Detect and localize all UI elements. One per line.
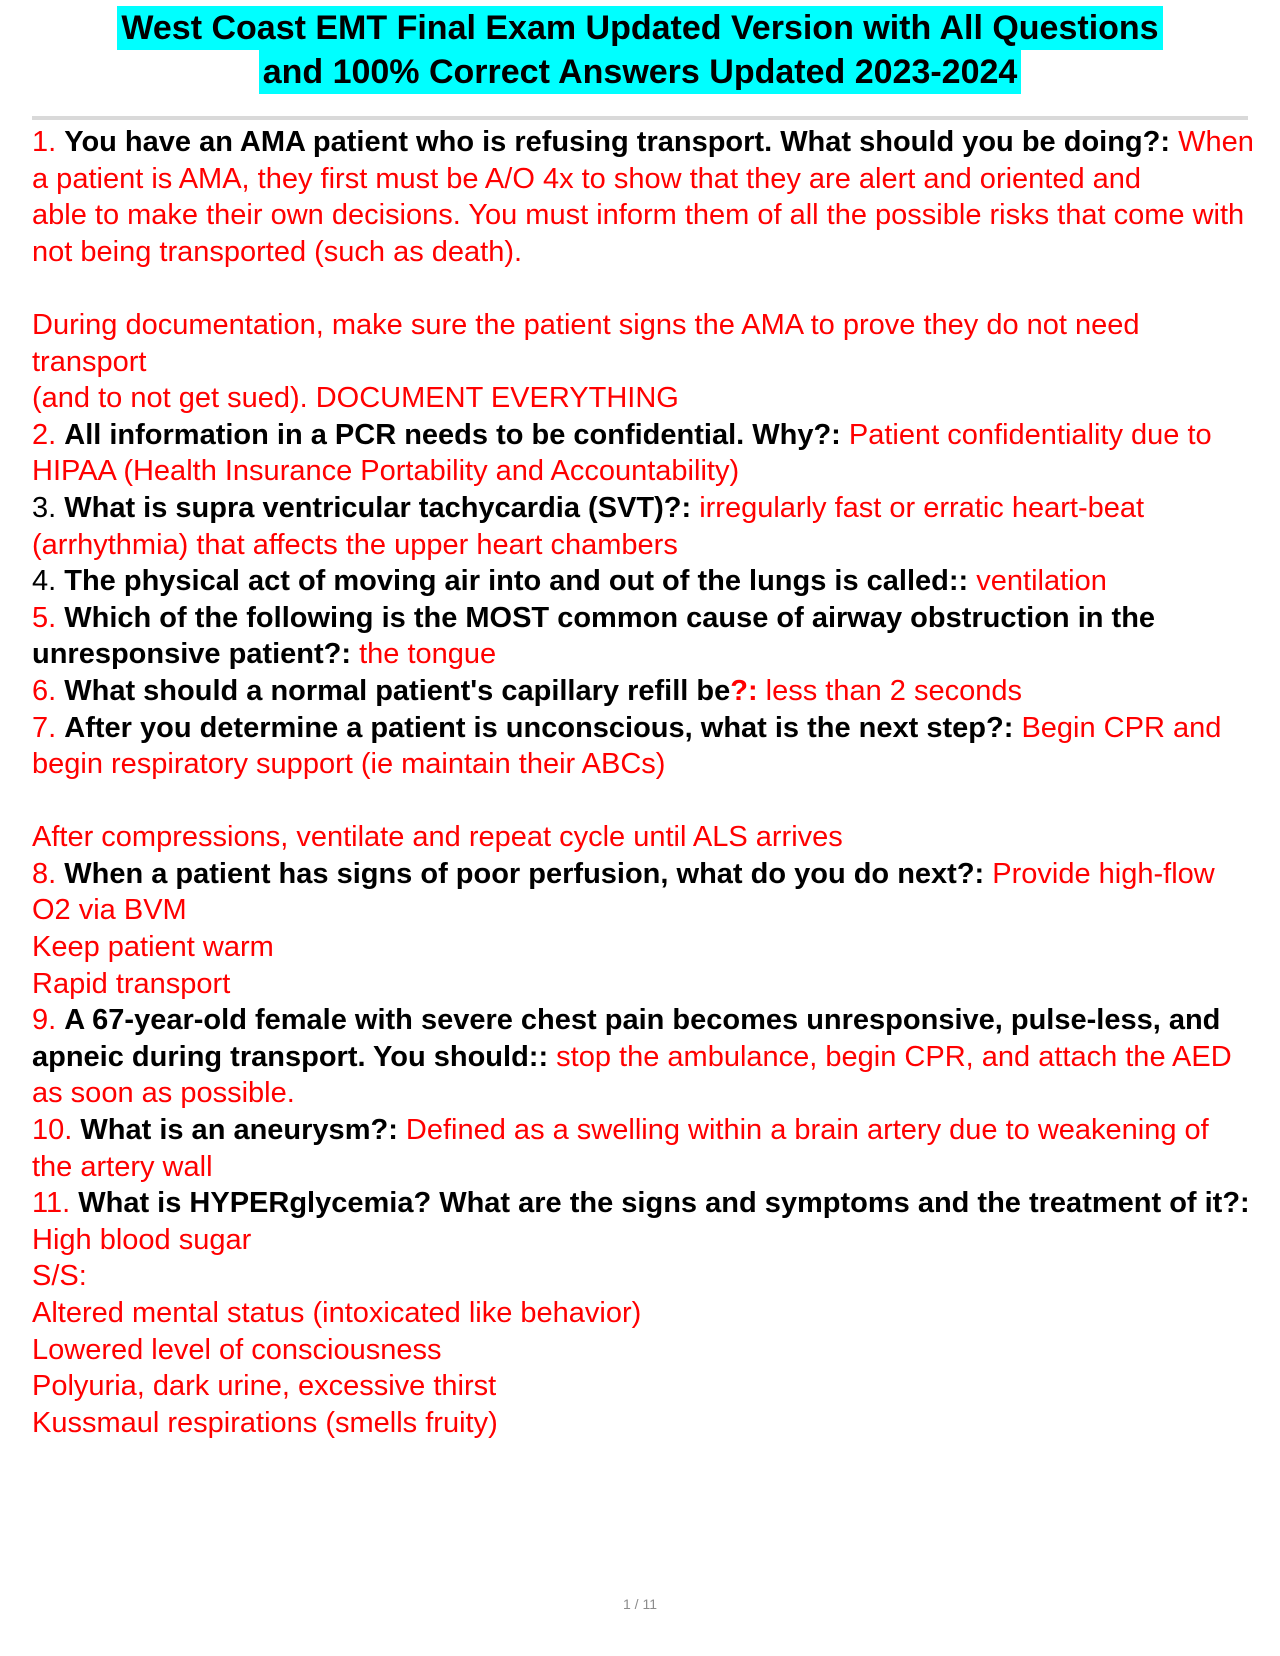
- title-line-1: West Coast EMT Final Exam Updated Version with All Questions: [117, 6, 1162, 50]
- title-divider: [32, 116, 1248, 120]
- page-indicator: 1 / 11: [623, 1596, 657, 1612]
- entry-question-text: What should a normal patient's capillary refill be: [64, 674, 731, 707]
- qa-entry-3: [32, 490, 1254, 563]
- entry-answer: Begin CPR and begin respiratory support (ie maintain their ABCs): [32, 711, 1222, 781]
- entry-question: What is an aneurysm?:: [80, 1114, 398, 1147]
- entry-number: 1.: [32, 126, 57, 158]
- entry-question: Which of the following is the MOST common cause of airway obstruction in the unresponsive patient?:: [32, 601, 1156, 671]
- qa-entry-9: [32, 1002, 1254, 1112]
- entry-question: The physical act of moving air into and out of the lungs is called::: [64, 565, 969, 598]
- entry-number: 6.: [32, 674, 57, 707]
- qa-entry-10: [32, 1112, 1254, 1185]
- entry-answer: Defined as a swelling within a brain artery due to weakening of the artery wall: [32, 1114, 1209, 1183]
- entry-question: A 67-year-old female with severe chest pain becomes unresponsive, pulse-less, and apneic during transport. You should::: [32, 1004, 1221, 1073]
- title-line-2: and 100% Correct Answers Updated 2023-2024: [259, 50, 1022, 94]
- entry-answer-line: not being transported (such as death).: [32, 235, 523, 268]
- entry-number: 5.: [32, 601, 57, 634]
- entry-answer-line: Lowered level of consciousness: [32, 1333, 442, 1366]
- entry-answer-line: S/S:: [32, 1260, 87, 1293]
- entry-number: 7.: [32, 711, 57, 744]
- qa-entry-11: [32, 1185, 1254, 1441]
- qa-list: [32, 124, 1254, 1441]
- entry-number: 11.: [32, 1187, 71, 1220]
- qa-entry-5: [32, 600, 1254, 673]
- entry-answer-line: able to make their own decisions. You must inform them of all the possible risks that come with: [32, 199, 1245, 232]
- entry-answer: the tongue: [359, 638, 497, 671]
- entry-question: All information in a PCR needs to be confidential. Why?:: [64, 418, 841, 451]
- entry-answer: stop the ambulance, begin CPR, and attach the AED as soon as possible.: [32, 1040, 1232, 1110]
- entry-question-mark: ?:: [730, 674, 758, 707]
- qa-entry-1: [32, 124, 1254, 417]
- entry-answer: Provide high-flow O2 via BVM: [32, 857, 1215, 927]
- qa-entry-8: [32, 856, 1254, 1002]
- blank-line: [32, 270, 1254, 307]
- entry-number: 8.: [32, 857, 57, 890]
- entry-question: What is HYPERglycemia? What are the signs and symptoms and the treatment of it?:: [78, 1187, 1250, 1220]
- entry-number: 10.: [32, 1114, 73, 1147]
- entry-answer: irregularly fast or erratic heart-beat (arrhythmia) that affects the upper heart chambers: [32, 491, 1145, 561]
- entry-answer-line: Kussmaul respirations (smells fruity): [32, 1406, 498, 1439]
- entry-question: You have an AMA patient who is refusing transport. What should you be doing?:: [64, 126, 1171, 158]
- entry-answer-line: Polyuria, dark urine, excessive thirst: [32, 1370, 497, 1403]
- entry-answer-line: Keep patient warm: [32, 931, 274, 964]
- entry-question: [64, 675, 757, 707]
- entry-answer-line: (and to not get sued). DOCUMENT EVERYTHING: [32, 382, 679, 415]
- entry-number: 4.: [32, 565, 57, 598]
- entry-question: When a patient has signs of poor perfusion, what do you do next?:: [64, 857, 985, 890]
- entry-question: After you determine a patient is unconscious, what is the next step?:: [64, 711, 1014, 744]
- entry-answer: Patient confidentiality due to HIPAA (Health Insurance Portability and Accountability): [32, 418, 1212, 488]
- entry-answer: ventilation: [976, 565, 1107, 598]
- entry-number: 2.: [32, 418, 57, 451]
- entry-answer: High blood sugar: [32, 1223, 252, 1256]
- qa-entry-2: [32, 417, 1254, 490]
- entry-answer: less than 2 seconds: [765, 674, 1022, 707]
- qa-entry-4: [32, 563, 1254, 600]
- document-title: [0, 6, 1280, 94]
- qa-entry-7: [32, 710, 1254, 856]
- blank-line: [32, 783, 1254, 820]
- entry-number: 9.: [32, 1004, 57, 1037]
- entry-number: 3.: [32, 491, 57, 524]
- entry-answer-line: After compressions, ventilate and repeat cycle until ALS arrives: [32, 821, 843, 854]
- entry-answer-line: Rapid transport: [32, 967, 231, 1000]
- qa-entry-6: [32, 673, 1254, 710]
- entry-answer-line: Altered mental status (intoxicated like behavior): [32, 1297, 642, 1329]
- entry-answer-line: During documentation, make sure the patient signs the AMA to prove they do not need transport: [32, 308, 1140, 378]
- entry-question: What is supra ventricular tachycardia (SVT)?:: [64, 491, 692, 524]
- entry-answer: When a patient is AMA, they first must be A/O 4x to show that they are alert and oriented and: [32, 126, 1254, 195]
